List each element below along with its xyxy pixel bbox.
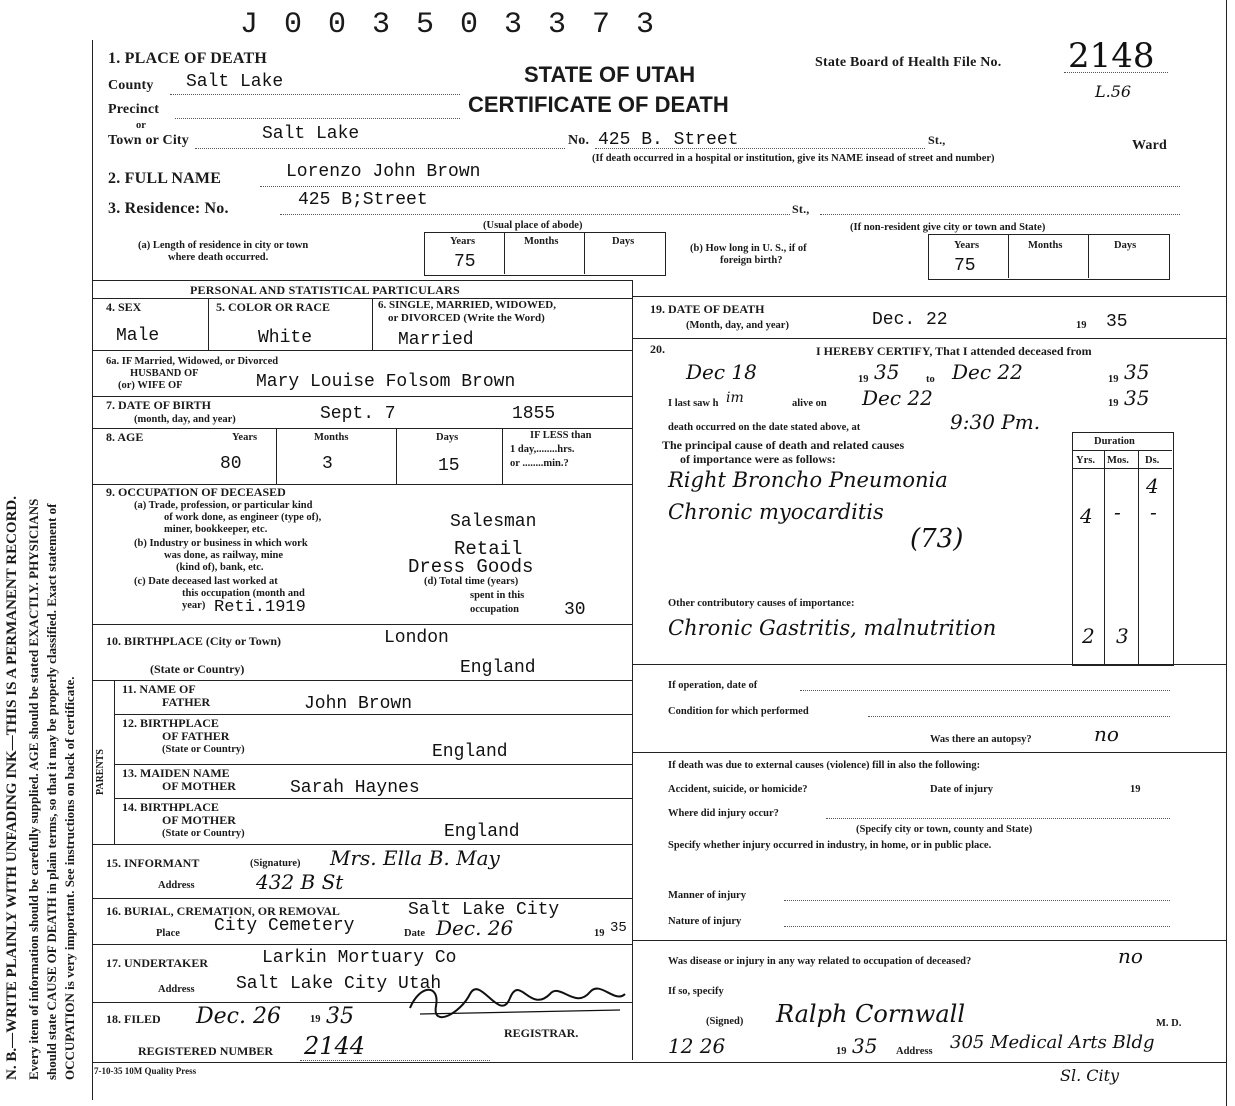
row9-line	[92, 624, 632, 625]
alive-on-label: alive on	[792, 398, 827, 409]
cause-2-yrs: 4	[1080, 504, 1093, 528]
reg-no-label: REGISTERED NUMBER	[138, 1044, 274, 1058]
occupation-label: 9. OCCUPATION OF DECEASED	[106, 485, 286, 499]
personal-top-line	[92, 280, 632, 281]
autopsy-line	[632, 752, 1226, 753]
other-mos: 3	[1116, 624, 1129, 648]
birthplace-label: 10. BIRTHPLACE (City or Town)	[106, 634, 282, 648]
row6a-line	[92, 396, 632, 397]
res-days-h-a: Days	[612, 236, 635, 247]
age-div1	[276, 428, 277, 484]
attend-to-year-prefix: 19	[1108, 374, 1119, 385]
undertaker-label: 17. UNDERTAKER	[106, 956, 209, 970]
where-line	[826, 818, 1170, 819]
father-label-b: FATHER	[162, 695, 211, 709]
alive-year-prefix: 19	[1108, 398, 1119, 409]
sidebar-line-4: OCCUPATION is very important. See instructions on back of certificate.	[62, 676, 77, 1080]
cause-2-mos: -	[1114, 500, 1121, 524]
autopsy-value: no	[1094, 722, 1119, 746]
row7-line	[92, 428, 632, 429]
filed-date: Dec. 26	[196, 1004, 281, 1029]
residence-line	[280, 214, 790, 215]
marital-label-b: or DIVORCED (Write the Word)	[388, 312, 545, 324]
condition-label: Condition for which performed	[668, 706, 809, 717]
cause-2: Chronic myocarditis	[668, 500, 884, 524]
external-label: If death was due to external causes (violence) fill in also the following:	[668, 760, 981, 771]
st-label: St.,	[928, 133, 946, 147]
burial-year: 35	[610, 920, 627, 936]
last-saw-label: I last saw h	[668, 398, 719, 409]
rd-a-div2	[584, 232, 585, 274]
if-so-label: If so, specify	[668, 986, 724, 997]
county-label: County	[108, 78, 154, 93]
mbirth-label-c: (State or Country)	[162, 828, 245, 839]
burial-date-label: Date	[404, 928, 425, 939]
occ-c2: this occupation (month and	[182, 588, 305, 599]
occ-a2: of work done, as engineer (type of),	[164, 512, 322, 523]
length-label-a: (a) Length of residence in city or town	[138, 240, 309, 251]
registrar-label: REGISTRAR.	[504, 1026, 579, 1040]
row19-line	[632, 338, 1226, 339]
certificate-title: CERTIFICATE OF DEATH	[468, 92, 729, 117]
father-value: John Brown	[304, 694, 413, 714]
duration-div2	[1138, 450, 1139, 664]
mother-label-a: 13. MAIDEN NAME	[122, 766, 230, 780]
alive-on: Dec 22	[862, 386, 933, 410]
certify-number: 20.	[650, 342, 665, 356]
operation-line	[800, 690, 1170, 691]
less-label-c: or ........min.?	[510, 458, 569, 469]
residence-st-line	[820, 214, 1180, 215]
cause-bottom-line	[632, 664, 1226, 665]
fbirth-label-b: OF FATHER	[162, 729, 230, 743]
occurred-label: death occurred on the date stated above, at	[668, 422, 861, 433]
undertaker-address-label: Address	[158, 984, 195, 995]
burial-label: 16. BURIAL, CREMATION, OR REMOVAL	[106, 904, 340, 918]
sidebar-line-2: Every item of information should be carefully supplied. AGE should be stated EXACTLY. PHYSICIANS	[26, 498, 41, 1080]
res-months-h-a: Months	[524, 236, 559, 247]
operation-label: If operation, date of	[668, 680, 758, 691]
signed-year-prefix: 19	[836, 1046, 847, 1057]
full-name-line	[260, 186, 1180, 187]
burial-date: Dec. 26	[436, 916, 514, 940]
full-name-value: Lorenzo John Brown	[286, 162, 481, 182]
injury-date-label: Date of injury	[930, 784, 993, 795]
reg-no-value: 2144	[304, 1032, 366, 1060]
street-line	[595, 148, 925, 149]
occupation-related-value: no	[1118, 944, 1143, 968]
accident-label: Accident, suicide, or homicide?	[668, 784, 808, 795]
condition-line	[868, 716, 1170, 717]
hospital-note: (If death occurred in a hospital or institution, give its NAME insead of street and number)	[592, 153, 995, 164]
age-days-h: Days	[436, 432, 459, 443]
nonres-note: (If non-resident give city or town and State)	[850, 222, 1046, 233]
attend-from-year-prefix: 19	[858, 374, 869, 385]
county-value: Salt Lake	[186, 72, 284, 92]
sidebar-line-1: N. B.—WRITE PLAINLY WITH UNFADING INK—THIS IS A PERMANENT RECORD.	[4, 496, 20, 1080]
rd-b-div2	[1088, 234, 1089, 278]
parents-side-label: PARENTS	[95, 749, 106, 795]
certify-text: I HEREBY CERTIFY, That I attended deceased from	[816, 344, 1092, 358]
mother-value: Sarah Haynes	[290, 778, 420, 798]
row14-line	[92, 844, 632, 845]
age-years-h: Years	[232, 432, 258, 443]
rd-a-div1	[504, 232, 505, 274]
less-label-b: 1 day,........hrs.	[510, 444, 575, 455]
res-days-h-b: Days	[1114, 240, 1137, 251]
occupation-related-label: Was disease or injury in any way related to occupation of deceased?	[668, 956, 972, 967]
street-value: 425 B. Street	[598, 130, 739, 150]
spouse-label-b: HUSBAND OF	[130, 368, 199, 379]
parents-divider	[114, 680, 115, 844]
town-label: Town or City	[108, 133, 189, 148]
duration-ds-h: Ds.	[1145, 455, 1160, 466]
occ-a1: (a) Trade, profession, or particular kind	[134, 500, 313, 511]
residence-label: 3. Residence: No.	[108, 200, 229, 217]
occ-b-value2: Dress Goods	[408, 556, 534, 578]
informant-address: 432 B St	[256, 870, 344, 894]
mbirth-label-b: OF MOTHER	[162, 813, 236, 827]
occ-c1: (c) Date deceased last worked at	[134, 576, 278, 587]
occ-d3: occupation	[470, 604, 520, 615]
mother-label-b: OF MOTHER	[162, 779, 236, 793]
row15-line	[92, 898, 632, 899]
race-value: White	[258, 328, 313, 348]
registrar-signature	[400, 964, 630, 1030]
precinct-label: Precinct	[108, 102, 160, 117]
duration-header-line	[1072, 450, 1172, 451]
state-title: STATE OF UTAH	[524, 62, 696, 87]
file-label: State Board of Health File No.	[815, 55, 1002, 70]
specify-where: Specify whether injury occurred in industry, in home, or in public place.	[668, 840, 992, 851]
dod-label-a: 19. DATE OF DEATH	[650, 302, 765, 316]
dod-year-prefix: 19	[1076, 320, 1087, 331]
duration-div1	[1104, 450, 1105, 664]
birthplace-city: London	[384, 628, 449, 648]
occ-d1: (d) Total time (years)	[424, 576, 519, 587]
precinct-line	[175, 118, 460, 119]
medical-top-line	[632, 296, 1226, 297]
spouse-label-c: (or) WIFE OF	[118, 380, 183, 391]
rd-b-div1	[1008, 234, 1009, 278]
nature-label: Nature of injury	[668, 916, 742, 927]
res-years-h-a: Years	[450, 236, 476, 247]
occ-b2: was done, as railway, mine	[164, 550, 284, 561]
file-line	[1064, 72, 1168, 73]
age-years: 80	[220, 454, 242, 474]
informant-label: 15. INFORMANT	[106, 856, 200, 870]
occ-d2: spent in this	[470, 590, 525, 601]
cause-label-b: of importance were as follows:	[680, 452, 836, 466]
print-note: 7-10-35 10M Quality Press	[94, 1066, 197, 1076]
occurred-time: 9:30 Pm.	[950, 410, 1041, 434]
row6-line	[92, 350, 632, 351]
fbirth-label-c: (State or Country)	[162, 744, 245, 755]
occ-d-value: 30	[564, 600, 586, 620]
occ-a-value: Salesman	[450, 512, 537, 532]
instructions-sidebar	[0, 0, 90, 1106]
res-years-b: 75	[954, 256, 976, 276]
physician-signature: Ralph Cornwall	[776, 1000, 965, 1028]
row16-line	[92, 944, 632, 945]
sidebar-line-3: should state CAUSE OF DEATH in plain terms, so that it may be properly classified. Exact statement of	[44, 503, 59, 1080]
length-label-b: where death occurred.	[168, 252, 269, 263]
undertaker-address: Salt Lake City Utah	[236, 974, 442, 994]
county-line	[170, 94, 460, 95]
manner-label: Manner of injury	[668, 890, 746, 901]
burial-year-prefix: 19	[594, 928, 605, 939]
dob-year: 1855	[512, 404, 556, 424]
other-yrs: 2	[1082, 624, 1095, 648]
age-months-h: Months	[314, 432, 349, 443]
frame-right	[1226, 0, 1227, 1106]
filed-year-prefix: 19	[310, 1014, 321, 1025]
sex-label: 4. SEX	[106, 300, 142, 314]
res-years-h-b: Years	[954, 240, 980, 251]
father-label-a: 11. NAME OF	[122, 682, 196, 696]
attend-to-year: 35	[1124, 360, 1150, 384]
signed-year: 35	[852, 1034, 878, 1058]
physician-address: 305 Medical Arts Bldg	[950, 1032, 1155, 1053]
residence-value: 425 B;Street	[298, 190, 428, 210]
dob-value: Sept. 7	[320, 404, 396, 424]
dod-year: 35	[1106, 312, 1128, 332]
place-heading: 1. PLACE OF DEATH	[108, 50, 267, 67]
last-saw-him: im	[726, 390, 744, 406]
md-label: M. D.	[1156, 1018, 1182, 1029]
usual-note: (Usual place of abode)	[483, 220, 583, 231]
cause-code: (73)	[910, 524, 964, 554]
attend-from-year: 35	[874, 360, 900, 384]
birthplace-state-label: (State or Country)	[150, 662, 245, 676]
bottom-line	[92, 1062, 1226, 1063]
informant-address-label: Address	[158, 880, 195, 891]
town-value: Salt Lake	[262, 124, 360, 144]
duration-mos-h: Mos.	[1107, 455, 1129, 466]
attend-from: Dec 18	[686, 360, 757, 384]
dob-label-a: 7. DATE OF BIRTH	[106, 398, 211, 412]
row11-line	[114, 714, 632, 715]
spouse-label-a: 6a. IF Married, Widowed, or Divorced	[106, 356, 279, 367]
corner-note: L.56	[1095, 82, 1132, 101]
signed-date: 12 26	[668, 1034, 726, 1058]
occ-b1: (b) Industry or business in which work	[134, 538, 308, 549]
fbirth-label-a: 12. BIRTHPLACE	[122, 716, 219, 730]
frame-left	[92, 40, 93, 1100]
no-label: No.	[568, 133, 590, 148]
age-div3	[502, 428, 503, 484]
mbirth-value: England	[444, 822, 520, 842]
town-line	[195, 148, 565, 149]
age-div2	[396, 428, 397, 484]
row12-line	[114, 764, 632, 765]
age-label: 8. AGE	[106, 430, 144, 444]
row13-line	[114, 798, 632, 799]
alive-year: 35	[1124, 386, 1150, 410]
dod-label-b: (Month, day, and year)	[686, 320, 789, 331]
sex-value: Male	[116, 326, 160, 346]
column-divider	[632, 280, 633, 1060]
physician-address-2: Sl. City	[1060, 1066, 1120, 1085]
personal-heading: PERSONAL AND STATISTICAL PARTICULARS	[190, 283, 460, 297]
sex-divider	[208, 298, 209, 350]
cause-1: Right Broncho Pneumonia	[668, 468, 948, 492]
full-name-label: 2. FULL NAME	[108, 170, 222, 187]
howlong-label-b: foreign birth?	[720, 255, 783, 266]
attend-to: Dec 22	[952, 360, 1023, 384]
cause-2-ds: -	[1150, 500, 1157, 524]
signed-label: (Signed)	[706, 1016, 744, 1027]
informant-sig-label: (Signature)	[250, 858, 301, 869]
informant-value: Mrs. Ella B. May	[330, 846, 500, 870]
stamp-number: J 0 0 3 5 0 3 3 7 3	[240, 8, 659, 42]
race-divider	[372, 298, 373, 350]
res-months-h-b: Months	[1028, 240, 1063, 251]
ward-label: Ward	[1132, 138, 1168, 153]
or-label: or	[136, 120, 146, 131]
manner-line	[784, 900, 1170, 901]
specify-city: (Specify city or town, county and State)	[856, 824, 1033, 835]
age-days: 15	[438, 456, 460, 476]
duration-subheader-line	[1072, 468, 1172, 469]
res-years-a: 75	[454, 252, 476, 272]
burial-place-label: Place	[156, 928, 180, 939]
address-label: Address	[896, 1046, 933, 1057]
cause-label-a: The principal cause of death and related causes	[662, 438, 905, 452]
residence-st-label: St.,	[792, 202, 810, 216]
burial-place: City Cemetery	[214, 916, 355, 936]
other-label: Other contributory causes of importance:	[668, 598, 855, 609]
marital-label-a: 6. SINGLE, MARRIED, WIDOWED,	[378, 299, 556, 311]
race-label: 5. COLOR OR RACE	[216, 300, 331, 314]
nature-bottom-line	[632, 940, 1226, 941]
birthplace-country: England	[460, 658, 536, 678]
occ-c-value: Reti.1919	[214, 598, 306, 617]
marital-value: Married	[398, 330, 474, 350]
occ-c3: year)	[182, 600, 206, 611]
fbirth-value: England	[432, 742, 508, 762]
file-number: 2148	[1068, 36, 1155, 76]
other-cause: Chronic Gastritis, malnutrition	[668, 616, 997, 640]
occ-a3: miner, bookkeeper, etc.	[164, 524, 268, 535]
age-months: 3	[322, 454, 333, 474]
where-label: Where did injury occur?	[668, 808, 779, 819]
reg-no-line	[300, 1060, 490, 1061]
spouse-value: Mary Louise Folsom Brown	[256, 372, 516, 392]
occ-b3: (kind of), bank, etc.	[176, 562, 264, 573]
autopsy-label: Was there an autopsy?	[930, 734, 1032, 745]
dob-label-b: (month, day, and year)	[134, 414, 236, 425]
duration-header: Duration	[1094, 436, 1135, 447]
howlong-label-a: (b) How long in U. S., if of	[690, 243, 807, 254]
burial-value: Salt Lake City	[408, 900, 560, 920]
undertaker-value: Larkin Mortuary Co	[262, 948, 457, 968]
filed-year: 35	[326, 1004, 354, 1029]
injury-year-prefix: 19	[1130, 784, 1141, 795]
duration-yrs-h: Yrs.	[1076, 455, 1095, 466]
mbirth-label-a: 14. BIRTHPLACE	[122, 800, 219, 814]
occ-b-value1: Retail	[454, 538, 523, 560]
less-label-a: IF LESS than	[530, 430, 592, 441]
cause-1-ds: 4	[1146, 474, 1159, 498]
to-label: to	[926, 374, 935, 385]
row10-line	[92, 680, 632, 681]
nature-line	[784, 926, 1170, 927]
filed-label: 18. FILED	[106, 1012, 161, 1026]
dod-value: Dec. 22	[872, 310, 948, 330]
